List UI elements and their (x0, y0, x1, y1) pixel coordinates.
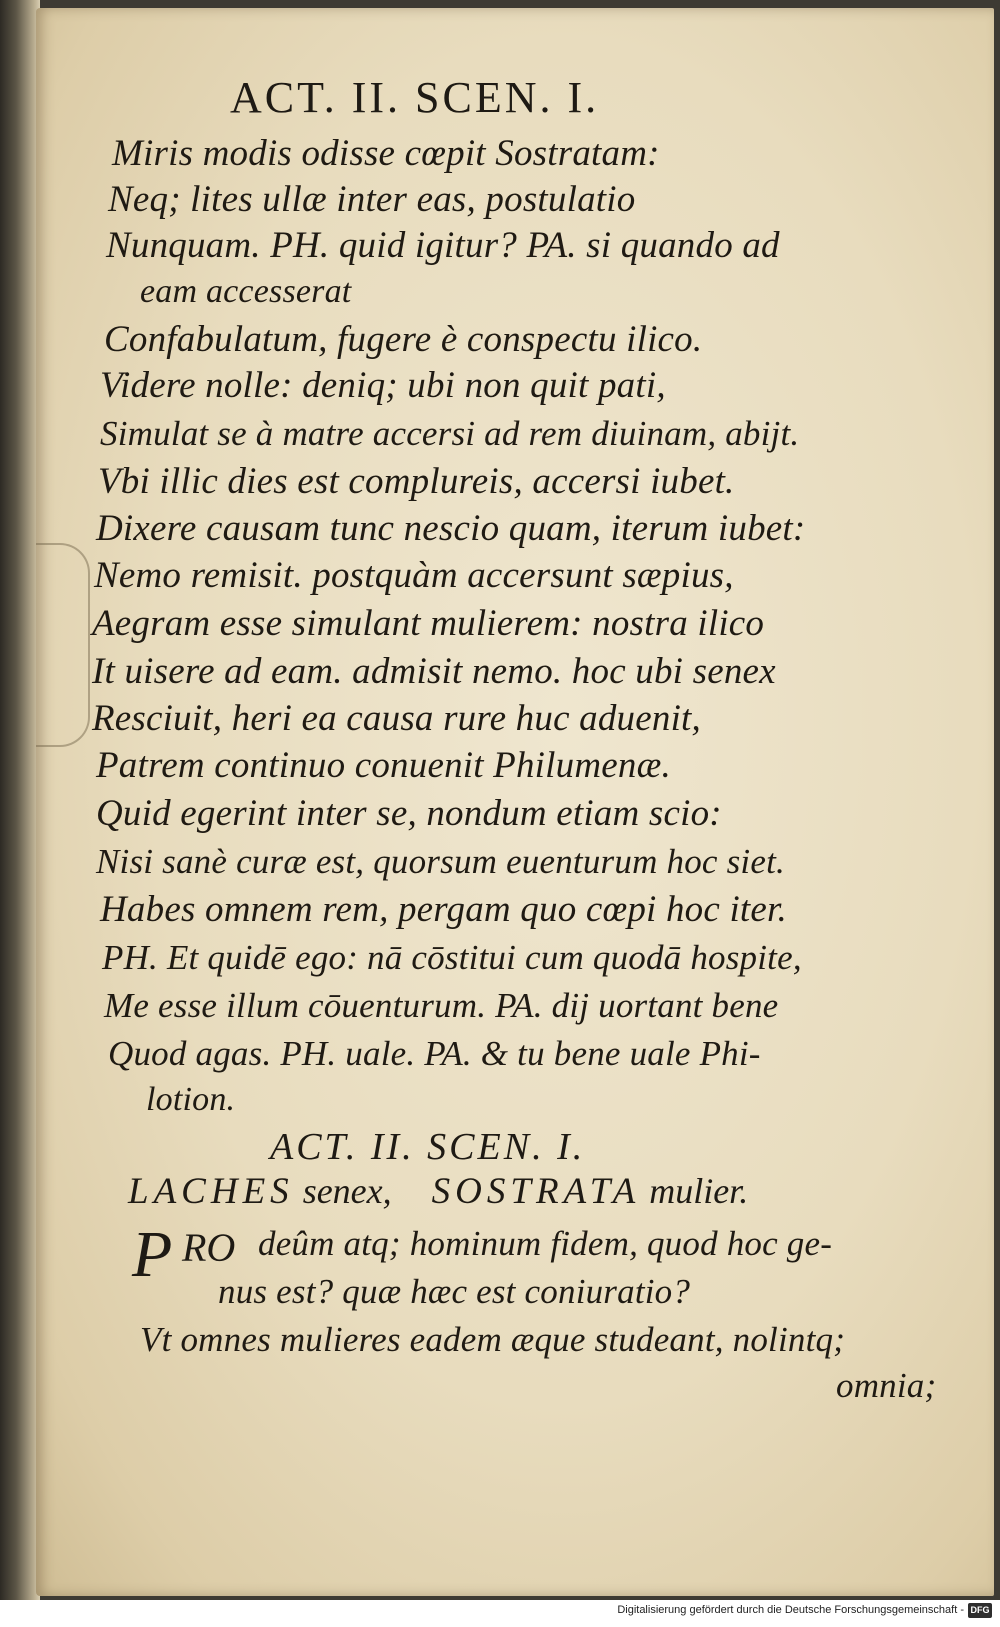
footer-bar (0, 1600, 1000, 1627)
verse-line: Nunquam. PH. quid igitur? PA. si quando ad (106, 225, 780, 266)
verse-line: PH. Et quidē ego: nā cōstitui cum quodā hospite, (102, 938, 802, 977)
verse-line: Habes omnem rem, pergam quo cœpi hoc iter. (100, 889, 787, 930)
verse-line: Quod agas. PH. uale. PA. & tu bene uale Phi- (108, 1034, 761, 1073)
verse-line: It uisere ad eam. admisit nemo. hoc ubi senex (92, 651, 776, 692)
running-header: ACT. II. SCEN. I. (230, 73, 600, 122)
verse-line: Simulat se à matre accersi ad rem diuinam, abijt. (100, 414, 800, 453)
verse-line: Quid egerint inter se, nondum etiam scio: (96, 793, 722, 834)
cast-role-laches: senex, (293, 1171, 392, 1211)
verse-line: Aegram esse simulant mulierem: nostra ilico (92, 603, 765, 644)
funding-credit: Digitalisierung gefördert durch die Deutsche Forschungsgemeinschaft - (617, 1604, 964, 1616)
verse-line: Nemo remisit. postquàm accersunt sæpius, (94, 555, 734, 596)
cast-name-sostrata: SOSTRATA (431, 1171, 641, 1212)
scene-line: nus est? quæ hæc est coniuratio? (218, 1272, 691, 1311)
verse-line: Dixere causam tunc nescio quam, iterum iubet: (96, 508, 806, 549)
verse-line: Confabulatum, fugere è conspectu ilico. (104, 319, 703, 360)
verse-line: Me esse illum cōuenturum. PA. dij uortant bene (104, 986, 779, 1025)
verse-line: eam accesserat (140, 273, 352, 310)
cast-role-sostrata: mulier. (640, 1171, 749, 1211)
verse-line: Nisi sanè curæ est, quorsum euenturum hoc siet. (96, 842, 785, 881)
verse-line: Videre nolle: deniq; ubi non quit pati, (100, 365, 666, 406)
cast-list (128, 1170, 988, 1213)
drop-cap: P (132, 1218, 173, 1291)
verse-line: Patrem continuo conuenit Philumenæ. (96, 745, 671, 786)
cast-name-laches: LACHES (128, 1171, 294, 1212)
scene-line: deûm atq; hominum fidem, quod hoc ge- (258, 1224, 833, 1263)
verse-line: Vbi illic dies est complureis, accersi iubet. (98, 461, 735, 502)
verse-line: Miris modis odisse cœpit Sostratam: (112, 133, 660, 174)
drop-cap-rest: RO (182, 1225, 236, 1270)
verse-line: Neq; lites ullæ inter eas, postulatio (108, 179, 636, 220)
scene-line: omnia; (836, 1366, 937, 1405)
verse-line: Resciuit, heri ea causa rure huc aduenit, (92, 698, 701, 739)
verse-line: lotion. (146, 1081, 236, 1118)
scene-header: ACT. II. SCEN. I. (270, 1126, 586, 1168)
scene-line: Vt omnes mulieres eadem æque studeant, nolintq; (140, 1320, 846, 1359)
dfg-logo: DFG (968, 1603, 992, 1618)
